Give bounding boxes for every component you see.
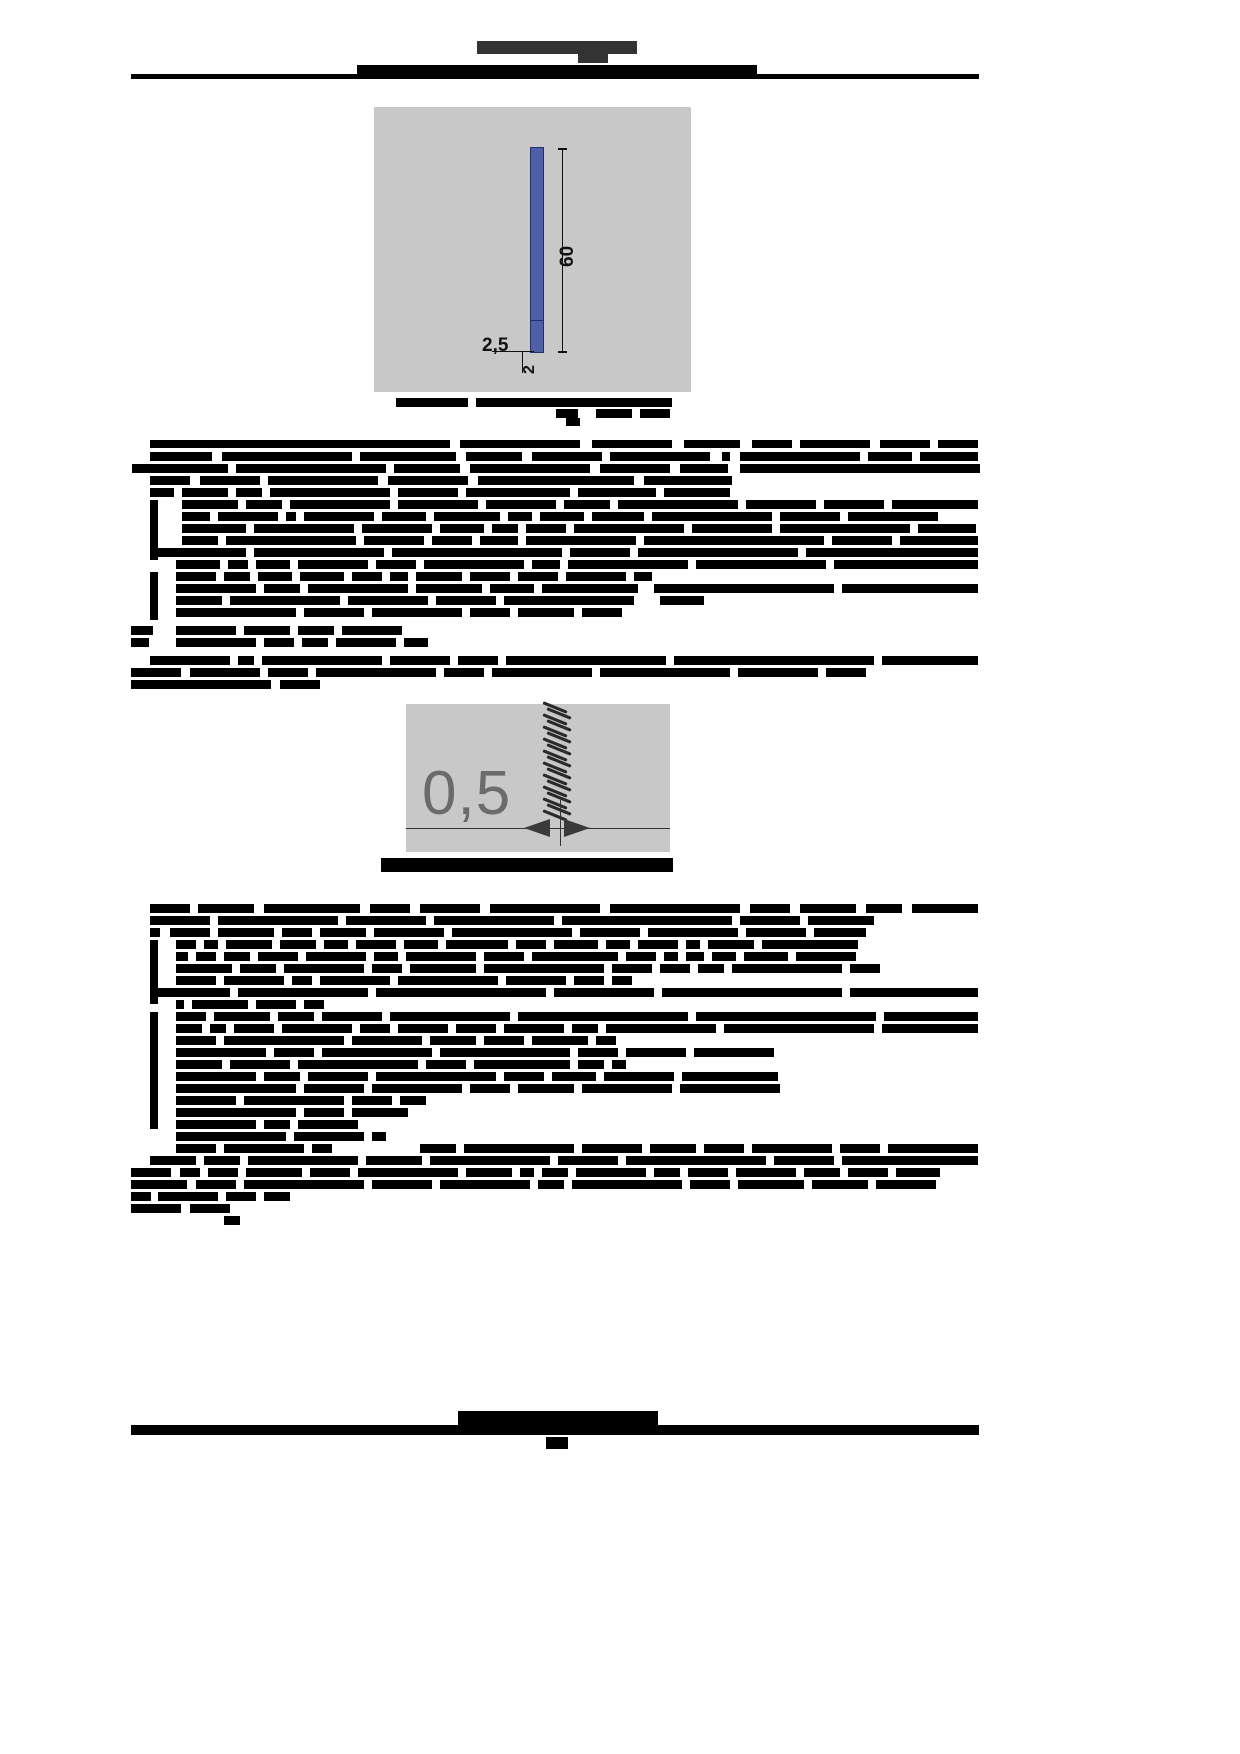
dim-05-label: 0,5 bbox=[422, 759, 512, 828]
footer-rule bbox=[131, 1425, 979, 1435]
dim-2-label: 2 bbox=[521, 365, 538, 374]
dim-60-label: 60 bbox=[557, 245, 578, 267]
dim-25-label: 2,5 bbox=[482, 335, 509, 356]
footer-page-number bbox=[546, 1437, 568, 1449]
footer-title-bar bbox=[458, 1411, 658, 1425]
